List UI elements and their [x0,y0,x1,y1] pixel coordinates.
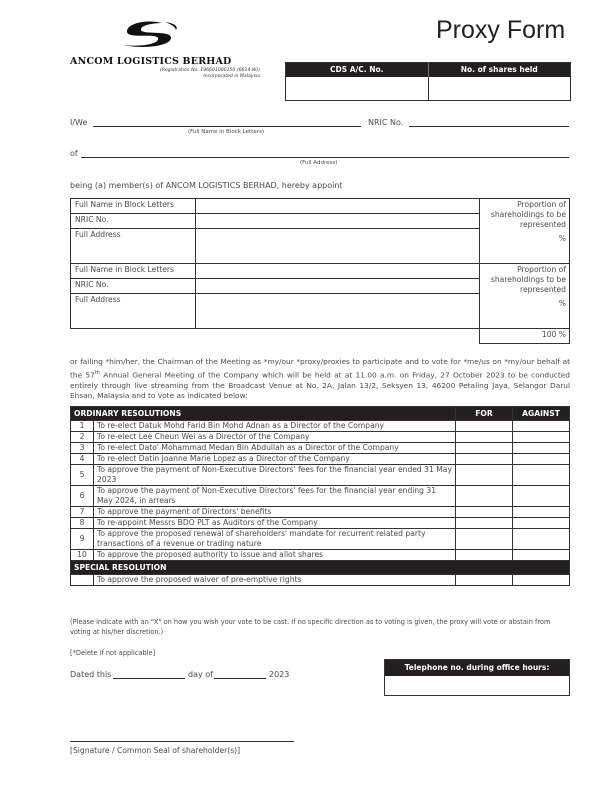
proxy2-address-input[interactable] [196,294,480,329]
shares-input[interactable] [429,77,571,100]
resolution-number: 3 [71,443,94,454]
appoint-text: being (a) member(s) of ANCOM LOGISTICS BERHAD, hereby appoint [70,181,343,190]
proxy2-percent-sign: % [558,299,566,308]
appointment-paragraph [70,357,570,402]
resolutions-table [70,406,570,586]
incorporated-text: Incorporated in Malaysia [203,73,260,79]
account-box [285,62,571,101]
month-input[interactable] [214,678,266,679]
proxy2-address-label: Full Address [71,294,196,329]
vote-against-cell[interactable] [513,518,570,529]
registration-info [150,68,260,79]
iwe-hint: (Full Name in Block Letters) [188,129,264,135]
special-header: SPECIAL RESOLUTION [71,561,570,575]
iwe-label: I/We [70,118,88,127]
telephone-label: Telephone no. during office hours: [385,660,569,676]
resolution-number: 8 [71,518,94,529]
paragraph-part-1: or failing *him/her, the Chairman of the Meeting as *my/our *proxy/proxies to participate and to vote for *me/us on *my/our behalf at the 57 [70,357,570,380]
address-input[interactable] [81,157,569,158]
resolution-text: To re-elect Datin Joanne Marie Lopez as a Director of the Company [94,454,456,465]
ordinary-resolution-row [71,443,570,454]
day-input[interactable] [113,678,185,679]
cds-header: CDS A/C. No. [286,63,429,77]
vote-for-cell[interactable] [456,454,513,465]
telephone-input[interactable] [385,676,569,695]
vote-against-cell[interactable] [513,550,570,561]
proxy2-proportion-label: Proportion of shareholdings to be represented [490,265,566,294]
resolution-text: To re-elect Datuk Mohd Farid Bin Mohd Adnan as a Director of the Company [94,421,456,432]
proxy1-nric-label: NRIC No. [71,214,196,229]
cds-input[interactable] [286,77,429,100]
shares-header: No. of shares held [460,65,538,74]
ordinal-suffix: th [94,369,100,376]
nric-label: NRIC No. [368,118,404,127]
ordinary-header: ORDINARY RESOLUTIONS [71,407,456,421]
signature-line[interactable] [70,741,294,742]
proxy2-nric-label: NRIC No. [71,279,196,294]
resolution-number [71,575,94,586]
delete-note: [*Delete if not applicable] [70,649,156,657]
address-hint: (Full Address) [300,160,338,166]
resolution-text: To approve the proposed authority to issue and allot shares [94,550,456,561]
iwe-input[interactable] [93,126,361,127]
telephone-box [384,659,570,696]
resolution-number: 9 [71,529,94,550]
proxy1-name-input[interactable] [196,199,480,214]
proxy2-name-label: Full Name in Block Letters [71,264,196,279]
vote-for-cell[interactable] [456,443,513,454]
resolution-text: To approve the payment of Directors' benefits [94,507,456,518]
resolution-text: To approve the proposed waiver of pre-emptive rights [94,575,456,586]
ordinary-resolution-row [71,507,570,518]
proxy2-nric-input[interactable] [196,279,480,294]
resolution-text: To approve the payment of Non-Executive Directors' fees for the financial year ended 31 May 2023 [94,465,456,486]
vote-for-cell[interactable] [456,465,513,486]
page-title: Proxy Form [436,16,566,44]
resolution-text: To re-elect Lee Cheun Wei as a Director of the Company [94,432,456,443]
resolution-number: 10 [71,550,94,561]
proxy-table [70,198,570,344]
ancom-logo-icon [118,20,180,50]
of-label: of [70,149,78,158]
proxy1-address-label: Full Address [71,229,196,264]
proxy1-address-input[interactable] [196,229,480,264]
resolution-number: 5 [71,465,94,486]
ordinary-resolution-row [71,454,570,465]
resolution-number: 4 [71,454,94,465]
ordinary-resolution-row [71,550,570,561]
ordinary-resolution-row [71,421,570,432]
proxy1-proportion[interactable] [480,199,570,264]
company-name: ANCOM LOGISTICS BERHAD [70,56,232,67]
ordinary-header-row [71,407,570,421]
vote-against-cell[interactable] [513,486,570,507]
resolution-number: 2 [71,432,94,443]
proxy1-percent-sign: % [558,234,566,243]
vote-for-cell[interactable] [456,486,513,507]
vote-for-cell[interactable] [456,518,513,529]
resolution-number: 7 [71,507,94,518]
ordinary-resolution-row [71,432,570,443]
dated-label: Dated this [70,670,112,679]
ordinary-resolution-row [71,486,570,507]
resolution-text: To re-appoint Messrs BDO PLT as Auditors of the Company [94,518,456,529]
vote-for-cell[interactable] [456,529,513,550]
vote-against-cell[interactable] [513,507,570,518]
proxy1-name-label: Full Name in Block Letters [71,199,196,214]
resolution-text: To re-elect Dato' Mohammad Medan Bin Abdullah as a Director of the Company [94,443,456,454]
proxy2-name-input[interactable] [196,264,480,279]
resolution-number: 6 [71,486,94,507]
year-label: 2023 [269,670,290,679]
against-header: AGAINST [513,407,570,421]
signature-label: [Signature / Common Seal of shareholder(s)] [70,746,241,755]
resolution-text: To approve the proposed renewal of shareholders' mandate for recurrent related party transactions of a revenue or trading nature [94,529,456,550]
proxy1-nric-input[interactable] [196,214,480,229]
vote-against-cell[interactable] [513,454,570,465]
instruction-note: (Please indicate with an "X" on how you wish your vote to be cast. If no specific direction as to voting is given, the proxy will vote or abstain from voting at his/her discretion.) [70,618,551,636]
for-header: FOR [456,407,513,421]
nric-input[interactable] [409,126,569,127]
ordinary-resolution-row [71,465,570,486]
resolution-number: 1 [71,421,94,432]
vote-against-cell[interactable] [513,432,570,443]
paragraph-part-2: Annual General Meeting of the Company which will be held at at 11.00 a.m. on Friday, 27 October 2023 to be conducted entirely through live streaming from the Broadcast Venue at No. 2A, Jalan 13/2, Seksyen 13, 46200 Petaling Jaya, Selangor Darul Ehsan, Malaysia and to vote as indicated below: [70,370,570,401]
ordinary-resolution-row [71,518,570,529]
vote-against-cell[interactable] [513,529,570,550]
vote-for-cell[interactable] [456,421,513,432]
special-resolution-row [71,575,570,586]
vote-for-cell[interactable] [456,550,513,561]
proxy2-proportion[interactable] [480,264,570,329]
special-header-row [71,561,570,575]
day-of-label: day of [188,670,213,679]
registration-number: (Registration No. 196601000150 (6614-W)) [159,68,260,73]
vote-for-cell[interactable] [456,575,513,586]
vote-against-cell[interactable] [513,443,570,454]
total-percent: 100 % [480,329,570,344]
proxy1-proportion-label: Proportion of shareholdings to be represented [490,200,566,229]
vote-for-cell[interactable] [456,507,513,518]
vote-against-cell[interactable] [513,575,570,586]
resolution-text: To approve the payment of Non-Executive Directors' fees for the financial year ending 31 May 2024, in arrears [94,486,456,507]
vote-against-cell[interactable] [513,465,570,486]
vote-against-cell[interactable] [513,421,570,432]
vote-for-cell[interactable] [456,432,513,443]
ordinary-resolution-row [71,529,570,550]
